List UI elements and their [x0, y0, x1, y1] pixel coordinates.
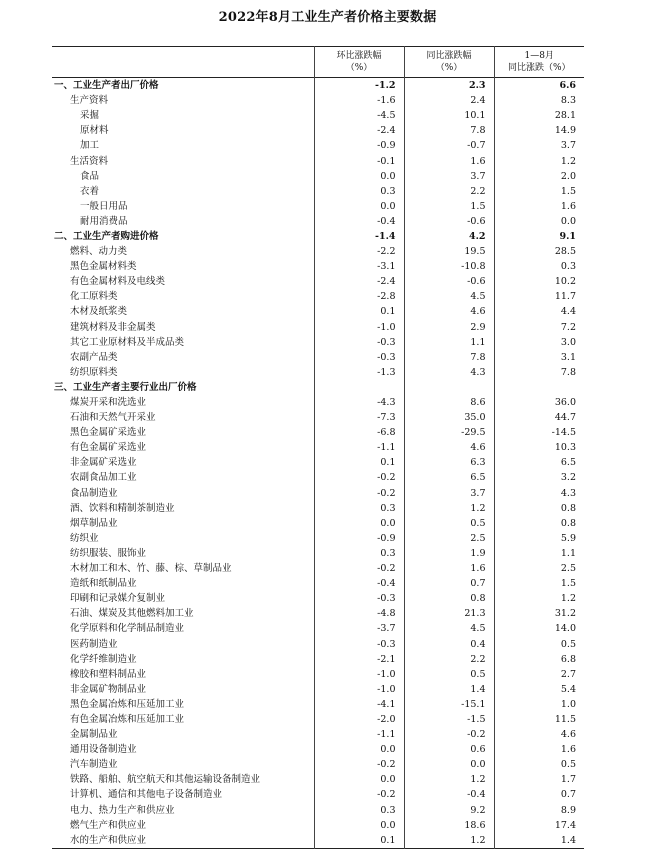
row-mom: -3.1: [314, 259, 404, 274]
row-name: 计算机、通信和其他电子设备制造业: [70, 789, 223, 801]
table-row: [52, 757, 584, 772]
row-yoy: 1.9: [404, 546, 494, 561]
row-name: 农副食品加工业: [70, 472, 137, 484]
row-name: 有色金属冶炼和压延加工业: [70, 713, 185, 725]
row-yoy: -0.7: [404, 138, 494, 153]
row-mom: -1.6: [314, 93, 404, 108]
row-yoy: 4.6: [404, 440, 494, 455]
row-ytd: 0.5: [494, 757, 584, 772]
row-ytd: 1.2: [494, 153, 584, 168]
row-mom: -2.4: [314, 274, 404, 289]
row-ytd: 10.3: [494, 440, 584, 455]
table-row: [52, 455, 584, 470]
row-name: 燃气生产和供应业: [70, 819, 147, 831]
row-yoy: 10.1: [404, 108, 494, 123]
row-mom: -1.4: [314, 229, 404, 244]
table-row: [52, 516, 584, 531]
row-ytd: 36.0: [494, 395, 584, 410]
table-row: [52, 667, 584, 682]
row-mom: -4.5: [314, 108, 404, 123]
price-data-table: [52, 46, 584, 849]
row-mom: [314, 380, 404, 395]
row-ytd: 0.8: [494, 501, 584, 516]
row-ytd: -14.5: [494, 425, 584, 440]
table-row: [52, 576, 584, 591]
row-yoy: 0.5: [404, 516, 494, 531]
row-name: 化学原料和化学制品制造业: [70, 623, 185, 635]
row-yoy: 0.5: [404, 667, 494, 682]
row-yoy: 0.4: [404, 636, 494, 651]
row-name: 非金属矿物制品业: [70, 683, 147, 695]
row-yoy: 4.5: [404, 621, 494, 636]
table-row: [52, 606, 584, 621]
row-name: 电力、热力生产和供应业: [70, 804, 175, 816]
row-ytd: 3.2: [494, 470, 584, 485]
row-ytd: 0.3: [494, 259, 584, 274]
row-yoy: 1.2: [404, 772, 494, 787]
row-name: 衣着: [80, 185, 100, 197]
row-mom: -1.1: [314, 727, 404, 742]
row-yoy: -0.4: [404, 787, 494, 802]
row-mom: 0.0: [314, 169, 404, 184]
row-ytd: 6.8: [494, 652, 584, 667]
row-ytd: 5.9: [494, 531, 584, 546]
row-name: 铁路、船舶、航空航天和其他运输设备制造业: [70, 774, 261, 786]
row-name: 一般日用品: [80, 200, 128, 212]
header-mom-label: 环比涨跌幅: [336, 51, 382, 61]
table-row: [52, 621, 584, 636]
row-mom: 0.3: [314, 184, 404, 199]
row-ytd: 0.5: [494, 636, 584, 651]
row-mom: -0.2: [314, 470, 404, 485]
row-ytd: 2.0: [494, 169, 584, 184]
row-mom: -0.9: [314, 138, 404, 153]
row-mom: -3.7: [314, 621, 404, 636]
table-row: [52, 169, 584, 184]
row-ytd: 10.2: [494, 274, 584, 289]
table-row: [52, 184, 584, 199]
table-row: [52, 350, 584, 365]
row-ytd: 3.1: [494, 350, 584, 365]
table-row: [52, 833, 584, 849]
row-mom: -0.2: [314, 561, 404, 576]
row-mom: 0.0: [314, 516, 404, 531]
table-row: [52, 93, 584, 108]
row-ytd: 7.2: [494, 320, 584, 335]
row-name: 黑色金属材料类: [70, 261, 137, 273]
row-name: 原材料: [80, 125, 109, 137]
row-ytd: 1.1: [494, 546, 584, 561]
row-yoy: 1.6: [404, 561, 494, 576]
row-mom: -2.2: [314, 244, 404, 259]
table-row: [52, 410, 584, 425]
row-mom: -1.3: [314, 365, 404, 380]
row-ytd: 8.9: [494, 803, 584, 818]
row-ytd: 0.0: [494, 214, 584, 229]
table-row: [52, 289, 584, 304]
table-row: [52, 259, 584, 274]
row-name: 黑色金属冶炼和压延加工业: [70, 698, 185, 710]
row-name: 食品制造业: [70, 487, 118, 499]
row-ytd: 1.2: [494, 591, 584, 606]
row-mom: 0.1: [314, 455, 404, 470]
row-name: 二、工业生产者购进价格: [54, 230, 159, 242]
row-mom: 0.1: [314, 304, 404, 319]
row-name: 石油、煤炭及其他燃料加工业: [70, 608, 194, 620]
row-mom: -0.4: [314, 214, 404, 229]
row-name: 有色金属材料及电线类: [70, 276, 166, 288]
row-mom: -0.2: [314, 787, 404, 802]
row-ytd: 5.4: [494, 682, 584, 697]
row-ytd: 1.5: [494, 576, 584, 591]
row-mom: -1.2: [314, 78, 404, 94]
row-mom: -2.4: [314, 123, 404, 138]
row-name: 石油和天然气开采业: [70, 412, 156, 424]
table-row: [52, 395, 584, 410]
row-yoy: 1.4: [404, 682, 494, 697]
row-mom: -2.8: [314, 289, 404, 304]
row-ytd: 2.7: [494, 667, 584, 682]
row-ytd: 3.0: [494, 335, 584, 350]
table-row: [52, 274, 584, 289]
row-yoy: 4.3: [404, 365, 494, 380]
table-row: [52, 682, 584, 697]
row-yoy: -0.6: [404, 214, 494, 229]
row-ytd: 9.1: [494, 229, 584, 244]
row-name: 三、工业生产者主要行业出厂价格: [54, 381, 197, 393]
row-ytd: 14.9: [494, 123, 584, 138]
row-name: 煤炭开采和洗选业: [70, 397, 147, 409]
row-mom: -1.0: [314, 667, 404, 682]
table-row: [52, 123, 584, 138]
row-mom: 0.0: [314, 199, 404, 214]
row-mom: -2.1: [314, 652, 404, 667]
row-name: 化工原料类: [70, 291, 118, 303]
row-name: 烟草制品业: [70, 517, 118, 529]
row-ytd: 4.6: [494, 727, 584, 742]
row-mom: -4.3: [314, 395, 404, 410]
row-mom: 0.0: [314, 742, 404, 757]
header-yoy-label: 同比涨跌幅: [426, 51, 472, 61]
row-yoy: 0.0: [404, 757, 494, 772]
row-yoy: 4.5: [404, 289, 494, 304]
row-yoy: 2.2: [404, 652, 494, 667]
row-ytd: 31.2: [494, 606, 584, 621]
row-mom: -1.0: [314, 320, 404, 335]
row-name: 印刷和记录媒介复制业: [70, 593, 166, 605]
row-mom: -0.4: [314, 576, 404, 591]
row-yoy: 21.3: [404, 606, 494, 621]
row-yoy: 7.8: [404, 350, 494, 365]
row-ytd: 2.5: [494, 561, 584, 576]
row-yoy: 2.3: [404, 78, 494, 94]
row-yoy: -10.8: [404, 259, 494, 274]
row-mom: -0.2: [314, 757, 404, 772]
row-name: 加工: [80, 140, 100, 152]
table-row: [52, 501, 584, 516]
row-ytd: [494, 380, 584, 395]
row-ytd: 44.7: [494, 410, 584, 425]
table-row: [52, 742, 584, 757]
row-yoy: 2.9: [404, 320, 494, 335]
row-name: 建筑材料及非金属类: [70, 321, 156, 333]
page-title: 2022年8月工业生产者价格主要数据: [218, 10, 437, 25]
row-ytd: 6.6: [494, 78, 584, 94]
row-ytd: 17.4: [494, 818, 584, 833]
row-name: 非金属矿采选业: [70, 457, 137, 469]
row-mom: 0.0: [314, 818, 404, 833]
table-row: [52, 712, 584, 727]
row-mom: -0.3: [314, 636, 404, 651]
row-yoy: -0.6: [404, 274, 494, 289]
row-mom: -4.1: [314, 697, 404, 712]
header-ytd: [494, 47, 584, 78]
row-name: 食品: [80, 170, 100, 182]
row-yoy: 0.6: [404, 742, 494, 757]
row-ytd: 4.3: [494, 486, 584, 501]
table-row: [52, 531, 584, 546]
row-name: 有色金属矿采选业: [70, 442, 147, 454]
row-mom: 0.0: [314, 772, 404, 787]
table-row: [52, 380, 584, 395]
row-name: 采掘: [80, 110, 100, 122]
row-name: 农副产品类: [70, 351, 118, 363]
row-ytd: 1.4: [494, 833, 584, 849]
header-mom: [314, 47, 404, 78]
table-row: [52, 78, 584, 94]
row-yoy: 0.8: [404, 591, 494, 606]
row-yoy: 2.4: [404, 93, 494, 108]
row-yoy: 1.2: [404, 833, 494, 849]
row-mom: -0.9: [314, 531, 404, 546]
row-yoy: 0.7: [404, 576, 494, 591]
row-name: 木材及纸浆类: [70, 306, 128, 318]
row-yoy: -1.5: [404, 712, 494, 727]
row-ytd: 1.6: [494, 742, 584, 757]
row-yoy: 1.5: [404, 199, 494, 214]
table-row: [52, 365, 584, 380]
row-mom: -6.8: [314, 425, 404, 440]
row-name: 木材加工和木、竹、藤、棕、草制品业: [70, 563, 232, 575]
row-ytd: 4.4: [494, 304, 584, 319]
table-row: [52, 818, 584, 833]
row-name: 橡胶和塑料制品业: [70, 668, 147, 680]
row-ytd: 14.0: [494, 621, 584, 636]
row-yoy: 6.5: [404, 470, 494, 485]
row-mom: -1.1: [314, 440, 404, 455]
table-row: [52, 803, 584, 818]
table-row: [52, 199, 584, 214]
table-row: [52, 591, 584, 606]
row-mom: 0.3: [314, 546, 404, 561]
table-row: [52, 320, 584, 335]
row-name: 水的生产和供应业: [70, 834, 147, 846]
row-yoy: 4.6: [404, 304, 494, 319]
table-row: [52, 636, 584, 651]
table-row: [52, 108, 584, 123]
table-row: [52, 214, 584, 229]
row-name: 生产资料: [70, 95, 109, 107]
header-mom-unit: （%）: [345, 63, 373, 73]
table-row: [52, 772, 584, 787]
row-mom: -0.3: [314, 335, 404, 350]
row-yoy: 1.1: [404, 335, 494, 350]
table-row: [52, 727, 584, 742]
row-ytd: 1.6: [494, 199, 584, 214]
row-ytd: 6.5: [494, 455, 584, 470]
row-ytd: 3.7: [494, 138, 584, 153]
row-yoy: 3.7: [404, 169, 494, 184]
row-name: 纺织业: [70, 532, 99, 544]
row-yoy: 8.6: [404, 395, 494, 410]
table-row: [52, 153, 584, 168]
table-row: [52, 425, 584, 440]
row-ytd: 28.5: [494, 244, 584, 259]
row-ytd: 11.5: [494, 712, 584, 727]
table-row: [52, 470, 584, 485]
row-yoy: 2.2: [404, 184, 494, 199]
row-name: 造纸和纸制品业: [70, 578, 137, 590]
row-ytd: 1.5: [494, 184, 584, 199]
row-yoy: -0.2: [404, 727, 494, 742]
header-yoy-unit: （%）: [435, 63, 463, 73]
row-yoy: [404, 380, 494, 395]
table-row: [52, 546, 584, 561]
row-name: 纺织服装、服饰业: [70, 547, 147, 559]
row-yoy: 19.5: [404, 244, 494, 259]
row-yoy: 2.5: [404, 531, 494, 546]
row-name: 燃料、动力类: [70, 246, 128, 258]
row-name: 耐用消费品: [80, 215, 128, 227]
row-mom: -0.1: [314, 153, 404, 168]
row-name: 化学纤维制造业: [70, 653, 137, 665]
row-ytd: 1.7: [494, 772, 584, 787]
header-item: [52, 47, 314, 78]
row-ytd: 7.8: [494, 365, 584, 380]
table-header-row: [52, 47, 584, 78]
row-mom: -1.0: [314, 682, 404, 697]
row-yoy: 4.2: [404, 229, 494, 244]
row-mom: -2.0: [314, 712, 404, 727]
row-yoy: 18.6: [404, 818, 494, 833]
row-name: 通用设备制造业: [70, 744, 137, 756]
header-yoy: [404, 47, 494, 78]
table-row: [52, 440, 584, 455]
row-name: 金属制品业: [70, 729, 118, 741]
row-ytd: 1.0: [494, 697, 584, 712]
table-row: [52, 652, 584, 667]
row-ytd: 8.3: [494, 93, 584, 108]
row-mom: -0.2: [314, 486, 404, 501]
table-row: [52, 787, 584, 802]
row-name: 其它工业原材料及半成品类: [70, 336, 185, 348]
row-mom: -4.8: [314, 606, 404, 621]
table-row: [52, 335, 584, 350]
row-name: 纺织原料类: [70, 366, 118, 378]
table-row: [52, 138, 584, 153]
row-mom: -7.3: [314, 410, 404, 425]
row-yoy: 1.6: [404, 153, 494, 168]
header-ytd-unit: 同比涨跌（%）: [507, 63, 571, 73]
header-ytd-label: 1—8月: [524, 51, 554, 61]
row-ytd: 0.7: [494, 787, 584, 802]
table-row: [52, 244, 584, 259]
row-mom: 0.3: [314, 803, 404, 818]
row-mom: 0.3: [314, 501, 404, 516]
row-name: 酒、饮料和精制茶制造业: [70, 502, 175, 514]
row-mom: -0.3: [314, 591, 404, 606]
row-mom: -0.3: [314, 350, 404, 365]
table-row: [52, 304, 584, 319]
row-name: 一、工业生产者出厂价格: [54, 80, 159, 92]
row-yoy: 1.2: [404, 501, 494, 516]
row-yoy: 6.3: [404, 455, 494, 470]
table-row: [52, 561, 584, 576]
table-row: [52, 697, 584, 712]
row-yoy: 9.2: [404, 803, 494, 818]
row-name: 黑色金属矿采选业: [70, 427, 147, 439]
row-name: 生活资料: [70, 155, 109, 167]
row-yoy: -29.5: [404, 425, 494, 440]
row-mom: 0.1: [314, 833, 404, 849]
row-yoy: 35.0: [404, 410, 494, 425]
row-yoy: -15.1: [404, 697, 494, 712]
table-row: [52, 486, 584, 501]
row-ytd: 28.1: [494, 108, 584, 123]
row-name: 汽车制造业: [70, 759, 118, 771]
row-yoy: 7.8: [404, 123, 494, 138]
row-ytd: 11.7: [494, 289, 584, 304]
row-ytd: 0.8: [494, 516, 584, 531]
row-yoy: 3.7: [404, 486, 494, 501]
table-row: [52, 229, 584, 244]
row-name: 医药制造业: [70, 638, 118, 650]
